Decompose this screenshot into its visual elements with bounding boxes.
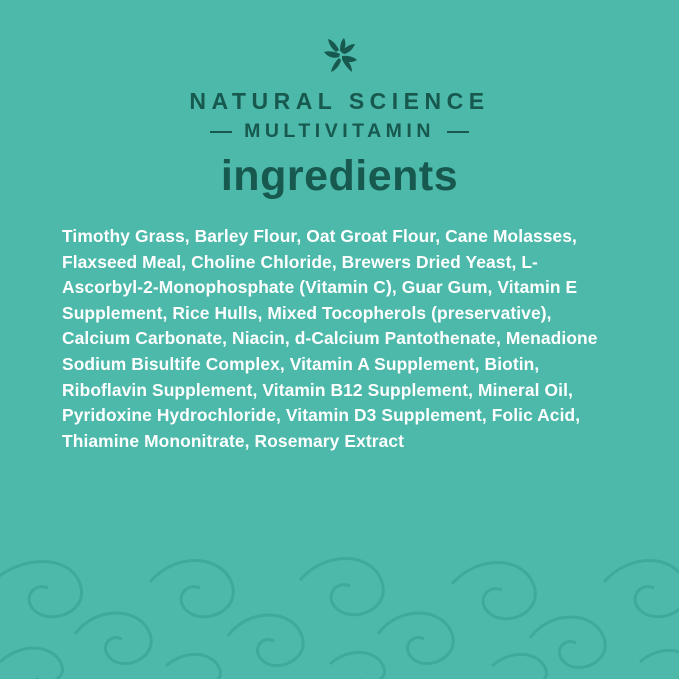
dash-left-icon xyxy=(210,131,232,133)
brand-subtitle: MULTIVITAMIN xyxy=(244,120,435,142)
decorative-swirl-band xyxy=(0,554,679,679)
ingredients-text: Timothy Grass, Barley Flour, Oat Groat Flour, Cane Molasses, Flaxseed Meal, Choline Chloride, Brewers Dried Yeast, L-Ascorbyl-2-Monophosphate (Vitamin C), Guar Gum, Vitamin E Supplement, Rice Hulls, Mixed Tocopherols (preservative), Calcium Carbonate, Niacin, d-Calcium Pantothenate, Menadione Sodium Bisultife Complex, Vitamin A Supplement, Biotin, Riboflavin Supplement, Vitamin B12 Supplement, Mineral Oil, Pyridoxine Hydrochloride, Vitamin D3 Supplement, Folic Acid, Thiamine Mononitrate, Rosemary Extract xyxy=(62,226,598,451)
dash-right-icon xyxy=(447,131,469,133)
brand-name: NATURAL SCIENCE xyxy=(189,88,490,114)
leaf-sprout-icon xyxy=(317,38,363,78)
page-title: ingredients xyxy=(220,152,459,200)
brand-subtitle-row xyxy=(0,120,679,143)
